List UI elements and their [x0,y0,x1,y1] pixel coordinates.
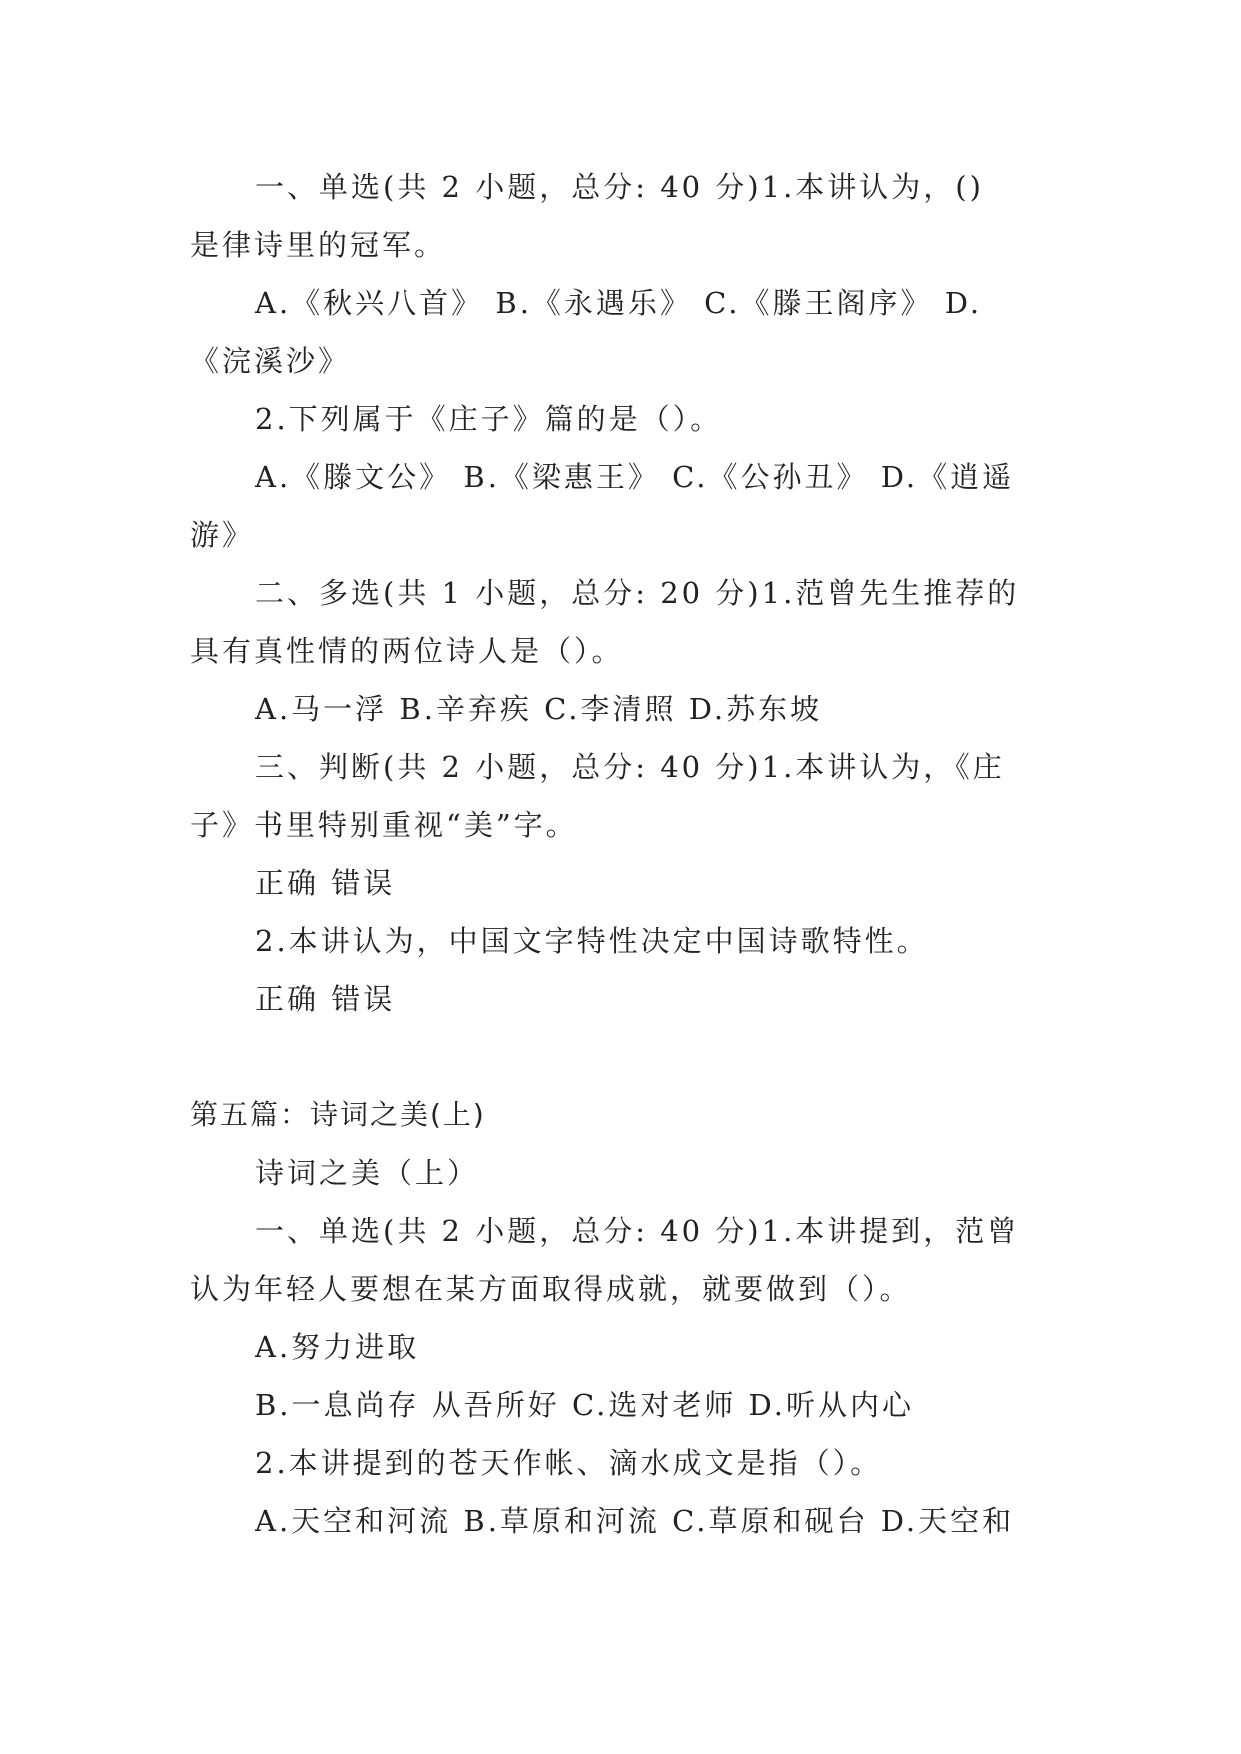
section-1-question-1-continued: 是律诗里的冠军。 [190,228,447,262]
chapter-section-1-question-2: 2.本讲提到的苍天作帐、滴水成文是指（）。 [255,1446,883,1480]
chapter-subtitle: 诗词之美（上） [255,1156,480,1190]
chapter-section-1-question-1-continued: 认为年轻人要想在某方面取得成就，就要做到（）。 [190,1272,912,1306]
section-2-question-1: 二、多选(共 1 小题，总分: 20 分)1.范曾先生推荐的 [255,576,1020,610]
section-2-question-1-options: A.马一浮 B.辛弃疾 C.李清照 D.苏东坡 [255,692,823,726]
section-3-question-1: 三、判断(共 2 小题，总分: 40 分)1.本讲认为，《庄 [255,750,1005,784]
section-1-question-2-options-continued: 游》 [190,518,255,552]
section-1-question-2-options: A.《滕文公》 B.《梁惠王》 C.《公孙丑》 D.《逍遥 [255,460,1015,494]
section-3-question-1-options: 正确 错误 [255,866,396,900]
chapter-section-1-question-1-options-bcd: B.一息尚存 从吾所好 C.选对老师 D.听从内心 [255,1388,914,1422]
chapter-heading: 第五篇：诗词之美(上) [190,1098,486,1131]
section-1-question-1-options-continued: 《浣溪沙》 [190,344,351,378]
chapter-section-1-question-1-option-a: A.努力进取 [255,1330,420,1364]
chapter-section-1-question-1: 一、单选(共 2 小题，总分: 40 分)1.本讲提到，范曾 [255,1214,1020,1248]
section-1-question-1: 一、单选(共 2 小题，总分: 40 分)1.本讲认为，() [255,170,984,204]
section-1-question-1-options: A.《秋兴八首》 B.《永遇乐》 C.《滕王阁序》 D. [255,286,983,320]
section-1-question-2: 2.下列属于《庄子》篇的是（）。 [255,402,723,436]
section-3-question-1-continued: 子》书里特别重视“美”字。 [190,808,578,842]
section-3-question-2: 2.本讲认为，中国文字特性决定中国诗歌特性。 [255,924,929,958]
section-2-question-1-continued: 具有真性情的两位诗人是（）。 [190,634,624,668]
chapter-section-1-question-2-options: A.天空和河流 B.草原和河流 C.草原和砚台 D.天空和 [255,1504,1015,1538]
document-body [190,158,1050,1550]
section-3-question-2-options: 正确 错误 [255,982,396,1016]
blank-line [190,1028,1050,1086]
